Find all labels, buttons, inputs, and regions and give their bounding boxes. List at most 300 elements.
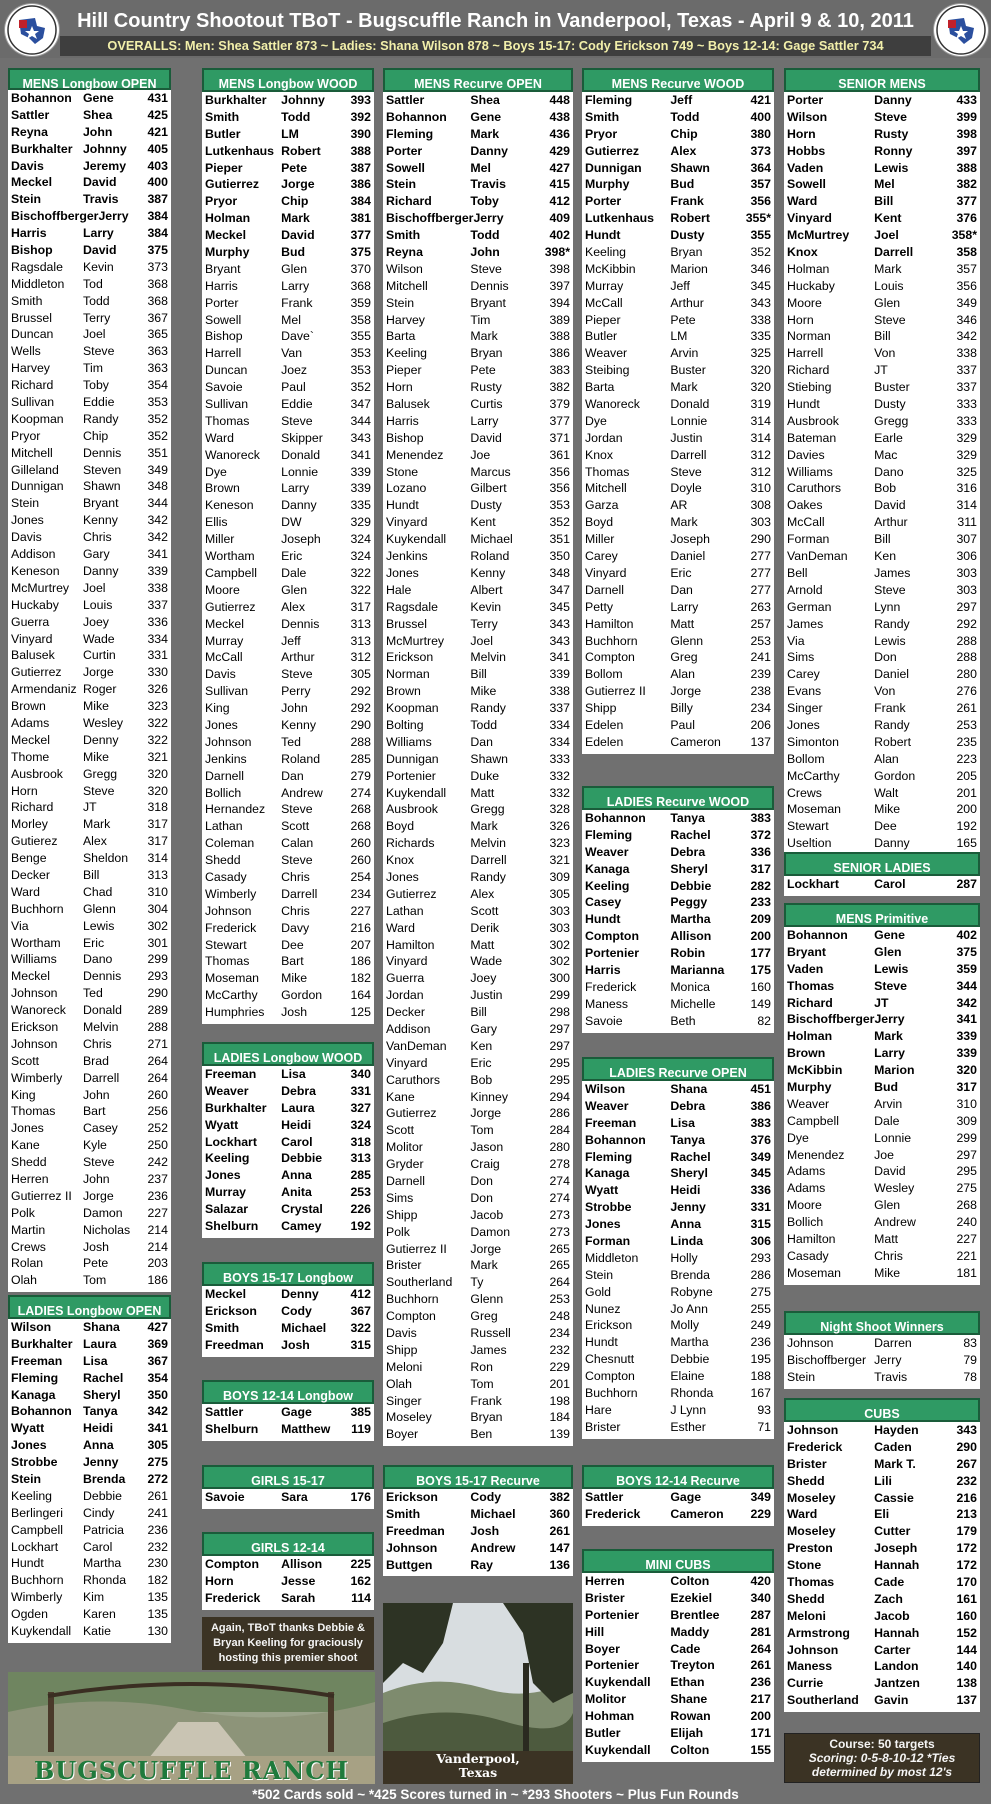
last-name: Jones [386,565,419,580]
first-name: Rachel [670,1149,711,1164]
score: 324 [350,549,371,564]
first-name: Bill [470,1005,487,1020]
last-name: Sullivan [205,684,249,699]
last-name: Sullivan [11,395,55,410]
score: 292 [956,616,977,631]
last-name: Dunnigan [585,160,642,175]
score: 427 [147,1320,168,1334]
score: 114 [351,1590,371,1605]
score: 276 [956,684,977,699]
score: 420 [750,1574,771,1588]
score-row [784,582,980,599]
first-name: Calan [281,836,314,851]
score: 436 [549,126,570,141]
score-row [784,1591,980,1608]
score: 249 [750,1318,771,1333]
score: 368 [350,278,371,293]
last-name: Wanoreck [205,447,260,462]
last-name: Moseley [787,1490,836,1505]
first-name: Jesse [281,1573,316,1588]
score-row [202,312,374,329]
score-row [202,227,374,244]
score-row [8,1171,171,1188]
last-name: Harvey [11,361,50,376]
score: 338 [549,684,570,699]
score: 337 [956,380,977,395]
last-name: Stein [787,1369,816,1384]
last-name: Erickson [205,1303,257,1318]
first-name: Dan [281,768,304,783]
last-name: Horn [386,380,413,395]
score-row [582,1419,774,1436]
last-name: Shedd [787,1473,825,1488]
first-name: Josh [470,1523,500,1538]
last-name: Moore [787,1198,822,1213]
last-name: Fleming [585,93,633,107]
score: 354 [147,1370,168,1385]
score-row [582,1506,774,1523]
last-name: Menendez [787,1147,845,1162]
score-row [383,869,573,886]
score-row [582,1267,774,1284]
last-name: Edelen [585,734,624,749]
score: 357 [750,177,771,192]
score-row [784,1608,980,1625]
score: 329 [350,515,371,530]
score: 274 [350,785,371,800]
score: 337 [956,363,977,378]
first-name: Matt [470,785,495,800]
score-row [582,1742,774,1759]
first-name: Glen [874,944,902,959]
score: 388 [350,143,371,158]
score: 313 [350,633,371,648]
score-row [8,394,171,411]
score: 352 [147,411,168,426]
first-name: Lonnie [874,1130,912,1145]
score-row [383,1359,573,1376]
last-name: Brown [205,481,240,496]
score: 237 [147,1172,168,1186]
score: 392 [350,109,371,124]
score: 302 [147,918,168,933]
last-name: Harrell [205,346,242,361]
first-name: LM [281,126,299,141]
last-name: Smith [585,109,620,124]
score-row [8,1522,171,1539]
first-name: Caden [874,1439,912,1454]
first-name: Bart [281,954,304,969]
score-row [582,1708,774,1725]
last-name: Kuykendall [585,1742,651,1757]
last-name: Wilson [11,1320,52,1334]
first-name: Dale [874,1113,900,1128]
first-name: Daniel [874,667,910,682]
first-name: Arthur [281,650,315,665]
score: 264 [147,1070,168,1085]
score: 339 [350,481,371,496]
last-name: Bell [787,565,808,580]
first-name: Kenny [470,565,506,580]
score-row [202,649,374,666]
score: 323 [549,836,570,851]
last-name: Burkhalter [205,1100,267,1115]
score-row [383,616,573,633]
last-name: Bishop [11,243,53,258]
score: 182 [350,971,371,986]
last-name: Thomas [205,954,250,969]
score-row [582,278,774,295]
score: 314 [147,851,168,866]
first-name: Larry [874,1046,905,1061]
score: 93 [757,1402,771,1417]
score: 421 [750,93,771,107]
division-title: LADIES Longbow WOOD [202,1042,374,1066]
last-name: Jones [585,1217,621,1232]
first-name: Randy [874,616,910,631]
first-name: Todd [470,717,498,732]
last-name: Shipp [386,1207,418,1222]
score: 313 [350,1151,371,1166]
last-name: Bryant [205,261,241,276]
score-row [582,1489,774,1506]
last-name: Wimberly [11,1070,63,1085]
score-row [202,362,374,379]
score: 400 [750,109,771,124]
last-name: Buchhorn [11,1573,64,1588]
score-row [202,1218,374,1235]
score-row [784,126,980,143]
score-row [582,1301,774,1318]
score-row [582,1691,774,1708]
last-name: Shipp [585,701,617,716]
thanks-line: Bryan Keeling for graciously [213,1637,363,1649]
first-name: Mike [281,971,308,986]
last-name: Brister [787,1456,827,1471]
score-row [582,1115,774,1132]
score-row [784,430,980,447]
first-name: Gene [82,91,114,105]
score: 277 [750,565,771,580]
score-row [383,531,573,548]
first-name: Wade [470,954,503,969]
last-name: Bischoffberger [11,209,99,224]
last-name: Morley [11,817,48,832]
first-name: Marion [670,261,708,276]
last-name: Gutierrez [585,143,639,158]
score: 314 [750,430,771,445]
last-name: Buchhorn [386,1292,439,1307]
score: 343 [750,295,771,310]
first-name: Duke [470,768,500,783]
first-name: Ben [470,1427,493,1442]
first-name: Steven [82,462,122,477]
last-name: German [787,599,832,614]
score: 331 [350,1083,371,1098]
first-name: Martha [670,1335,709,1350]
last-name: Knox [787,245,818,260]
score-row [784,995,980,1012]
first-name: Josh [281,1005,308,1020]
first-name: Albert [470,582,503,597]
score: 201 [956,785,977,800]
score: 397 [956,143,977,158]
score-row [202,953,374,970]
last-name: Gutierrez [386,1106,437,1121]
last-name: Useltion [787,836,832,851]
first-name: Carol [281,1134,313,1149]
score-row [784,565,980,582]
score-row [383,683,573,700]
last-name: Meckel [205,616,244,631]
first-name: Eric [670,565,692,580]
last-name: Balusek [386,397,430,412]
last-name: Harris [205,278,238,293]
division-title: MENS Primitive [784,903,980,927]
first-name: Jerry [874,1012,905,1027]
first-name: Melvin [470,836,506,851]
first-name: David [82,175,117,190]
score: 230 [147,1556,168,1571]
last-name: Menendez [386,447,444,462]
score-row [582,430,774,447]
first-name: Jorge [470,1241,502,1256]
last-name: Moseman [787,802,841,817]
last-name: Smith [386,228,421,243]
score: 271 [147,1036,168,1051]
score: 79 [963,1352,977,1367]
score: 322 [350,582,371,597]
division-title: MENS Longbow OPEN [8,68,171,90]
score-row [582,92,774,109]
score: 373 [147,259,168,274]
score-row [202,683,374,700]
score-row [383,210,573,227]
score: 322 [350,1320,371,1335]
first-name: Mark [82,817,111,832]
score: 277 [750,582,771,597]
score-row [582,1132,774,1149]
last-name: Currie [787,1676,824,1691]
first-name: Dennis [82,969,122,984]
first-name: David [874,1164,906,1179]
score: 261 [750,1658,771,1673]
first-name: J Lynn [670,1402,707,1417]
score-row [582,827,774,844]
last-name: Sullivan [205,397,249,412]
score: 302 [549,937,570,952]
score: 292 [350,684,371,699]
last-name: Boyd [585,515,614,530]
first-name: Sarah [281,1590,316,1605]
score-row [383,92,573,109]
first-name: Eddie [281,397,313,412]
last-name: Molitor [386,1140,423,1155]
division-title: Night Shoot Winners [784,1311,980,1335]
score: 234 [750,701,771,716]
score: 179 [956,1524,977,1539]
score: 322 [350,565,371,580]
first-name: Gage [670,1490,702,1504]
score: 268 [350,802,371,817]
last-name: Erickson [386,650,434,665]
first-name: Robert [874,734,912,749]
first-name: Karen [82,1607,116,1622]
last-name: Campbell [11,1522,63,1537]
first-name: Larry [670,599,699,614]
last-name: Via [11,918,29,933]
score: 284 [549,1123,570,1138]
first-name: Darrell [874,245,914,260]
last-name: Vinyard [386,515,428,530]
score: 412 [350,1287,371,1301]
last-name: Decker [386,1005,425,1020]
last-name: Lutkenhaus [585,211,655,226]
score-row [784,683,980,700]
score: 149 [750,996,771,1011]
first-name: Mel [874,177,895,192]
score: 342 [147,513,168,528]
first-name: Scott [281,819,310,834]
first-name: Louis [82,597,113,612]
score: 192 [956,819,977,834]
last-name: Porter [205,295,239,310]
last-name: Crews [11,1239,46,1254]
last-name: Norman [386,667,430,682]
score-row [383,1489,573,1506]
score-row [8,901,171,918]
score-row [784,1352,980,1369]
first-name: Dennis [82,445,122,460]
score-row [582,810,774,827]
score-row [8,1002,171,1019]
last-name: Gutierrez II [11,1188,72,1203]
last-name: Bohannon [585,811,646,825]
first-name: Mark T. [874,1456,916,1471]
last-name: Portenier [585,1607,639,1622]
score-row [202,1590,374,1607]
first-name: Martha [670,912,711,927]
first-name: Frank [874,701,906,716]
score: 376 [750,1132,771,1147]
last-name: Johnson [787,1423,839,1437]
score-row [582,109,774,126]
last-name: VanDeman [386,1038,447,1053]
first-name: Michael [470,532,513,547]
score: 346 [750,261,771,276]
first-name: Allison [281,1557,323,1571]
score: 356 [549,481,570,496]
score-row [383,751,573,768]
first-name: Steve [670,464,702,479]
score: 206 [750,717,771,732]
first-name: Curtis [470,397,503,412]
score-row [582,1624,774,1641]
last-name: Salazar [205,1202,249,1217]
score-row [383,1055,573,1072]
first-name: Matt [874,1232,899,1247]
last-name: Vinyard [11,631,53,646]
score-row [784,835,980,852]
score: 353 [350,346,371,361]
score-row [202,1134,374,1151]
last-name: Gutierrez II [585,684,646,699]
score-row [582,683,774,700]
last-name: Stein [386,177,417,192]
last-name: Holman [205,211,251,226]
score: 338 [750,312,771,327]
score: 333 [549,751,570,766]
first-name: Tanya [670,1132,705,1147]
first-name: Larry [281,278,310,293]
score-row [383,312,573,329]
last-name: Johnson [386,1540,438,1555]
score: 71 [757,1419,771,1434]
score: 164 [350,988,371,1003]
score-row [383,1257,573,1274]
score: 162 [350,1573,371,1588]
first-name: Heidi [281,1117,312,1132]
last-name: Oakes [787,498,823,513]
first-name: Donald [670,397,710,412]
score-row [582,464,774,481]
first-name: Eric [82,935,105,950]
first-name: Jenny [82,1455,119,1470]
score-row [8,1087,171,1104]
last-name: Boyer [386,1427,419,1442]
score: 375 [147,243,168,258]
score: 320 [750,380,771,395]
first-name: Mark [470,819,498,834]
score: 207 [350,937,371,952]
first-name: Frank [281,295,313,310]
score: 336 [750,1183,771,1198]
score-row [582,227,774,244]
score: 348 [147,479,168,494]
score-row [582,548,774,565]
first-name: Dusty [670,228,705,243]
first-name: Bud [670,177,695,192]
last-name: Lozano [386,481,427,496]
last-name: Pieper [585,312,621,327]
score-row [383,497,573,514]
score: 350 [549,549,570,564]
score-row [784,261,980,278]
score-row [582,844,774,861]
score-row [8,478,171,495]
last-name: Brussel [386,616,428,631]
last-name: Casady [787,1248,829,1263]
last-name: Molitor [585,1692,626,1707]
score-row [582,244,774,261]
last-name: Lathan [205,819,243,834]
score-row [8,985,171,1002]
score: 345 [549,599,570,614]
last-name: Decker [11,867,50,882]
score-row [582,160,774,177]
last-name: Sims [386,1190,414,1205]
first-name: Sheldon [82,851,129,866]
last-name: Jones [11,513,44,528]
score: 339 [956,1046,977,1061]
first-name: Steve [281,802,313,817]
course-line: determined by most 12's [811,1765,953,1779]
last-name: Murray [585,278,624,293]
last-name: Jordan [585,430,623,445]
score: 316 [956,481,977,496]
score: 429 [549,143,570,158]
score: 303 [549,920,570,935]
